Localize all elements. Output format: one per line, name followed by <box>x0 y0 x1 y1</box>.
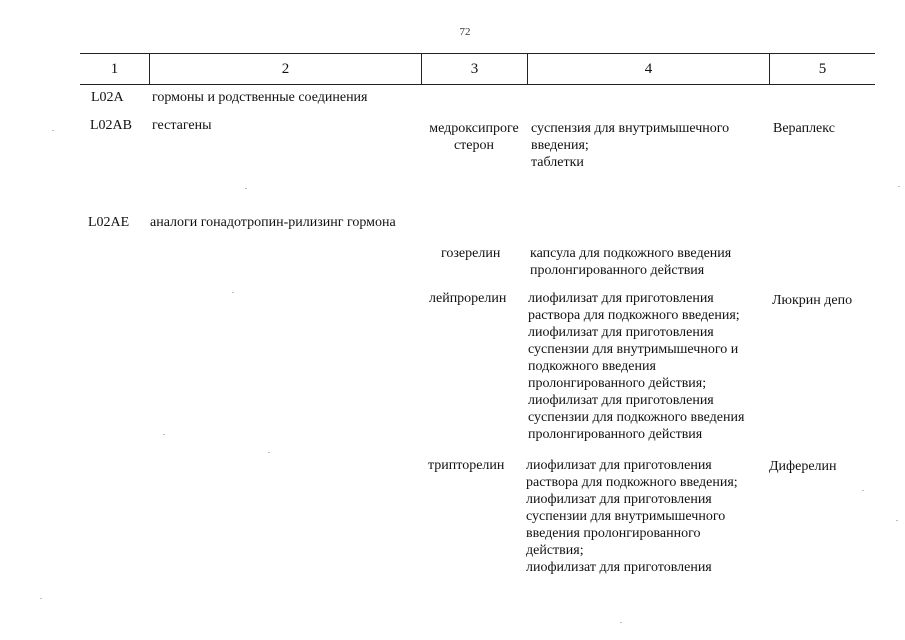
trade-name-triptorelin: Диферелин <box>769 459 837 474</box>
dosage-forms-triptorelin: лиофилизат для приготовления раствора для подкожного введения; лиофилизат для приготовления суспензии для внутримышечного введения пролонгированного действия; лиофилизат для приготовления <box>526 458 738 575</box>
drug-name-goserelin: гозерелин <box>441 246 501 261</box>
drug-name-leuprorelin: лейпрорелин <box>429 291 507 306</box>
scan-speck <box>245 188 247 189</box>
dosage-forms-goserelin: капсула для подкожного введения пролонгированного действия <box>530 246 732 278</box>
atc-code-l02ae: L02AE <box>88 215 130 230</box>
column-header-2: 2 <box>281 61 290 77</box>
scan-speck <box>898 186 900 187</box>
atc-code-l02ab: L02AB <box>90 118 132 133</box>
scan-speck <box>232 292 234 293</box>
trade-name-leuprorelin: Люкрин депо <box>772 293 853 308</box>
scan-speck <box>896 520 898 521</box>
column-header-row <box>80 53 875 85</box>
dosage-forms-leuprorelin: лиофилизат для приготовления раствора для подкожного введения; лиофилизат для приготовления суспензии для внутримышечного и подкожного введения пролонгированного действия; лиофилизат для приготовления суспензии для подкожного введения пролонгированного действия <box>528 291 745 442</box>
trade-name-medroxyprogesterone: Вераплекс <box>773 121 835 136</box>
atc-group-l02ae: аналоги гонадотропин-рилизинг гормона <box>150 215 396 230</box>
drug-name-triptorelin: трипторелин <box>428 458 505 473</box>
atc-code-l02a: L02A <box>91 90 124 105</box>
scan-speck <box>163 434 165 435</box>
atc-group-l02ab: гестагены <box>152 118 212 133</box>
scan-speck <box>862 490 864 491</box>
atc-group-l02a: гормоны и родственные соединения <box>152 90 368 105</box>
scan-speck <box>40 598 42 599</box>
scan-speck <box>620 622 622 623</box>
column-header-3: 3 <box>470 61 479 77</box>
column-header-4: 4 <box>644 61 653 77</box>
scan-speck <box>268 452 270 453</box>
drug-name-medroxyprogesterone: медроксипроге стерон <box>429 121 519 153</box>
page-number: 72 <box>459 26 471 38</box>
column-header-5: 5 <box>818 61 827 77</box>
scan-speck <box>52 130 54 131</box>
dosage-forms-medroxyprogesterone: суспензия для внутримышечного введения; таблетки <box>531 121 730 170</box>
column-header-1: 1 <box>110 61 119 77</box>
